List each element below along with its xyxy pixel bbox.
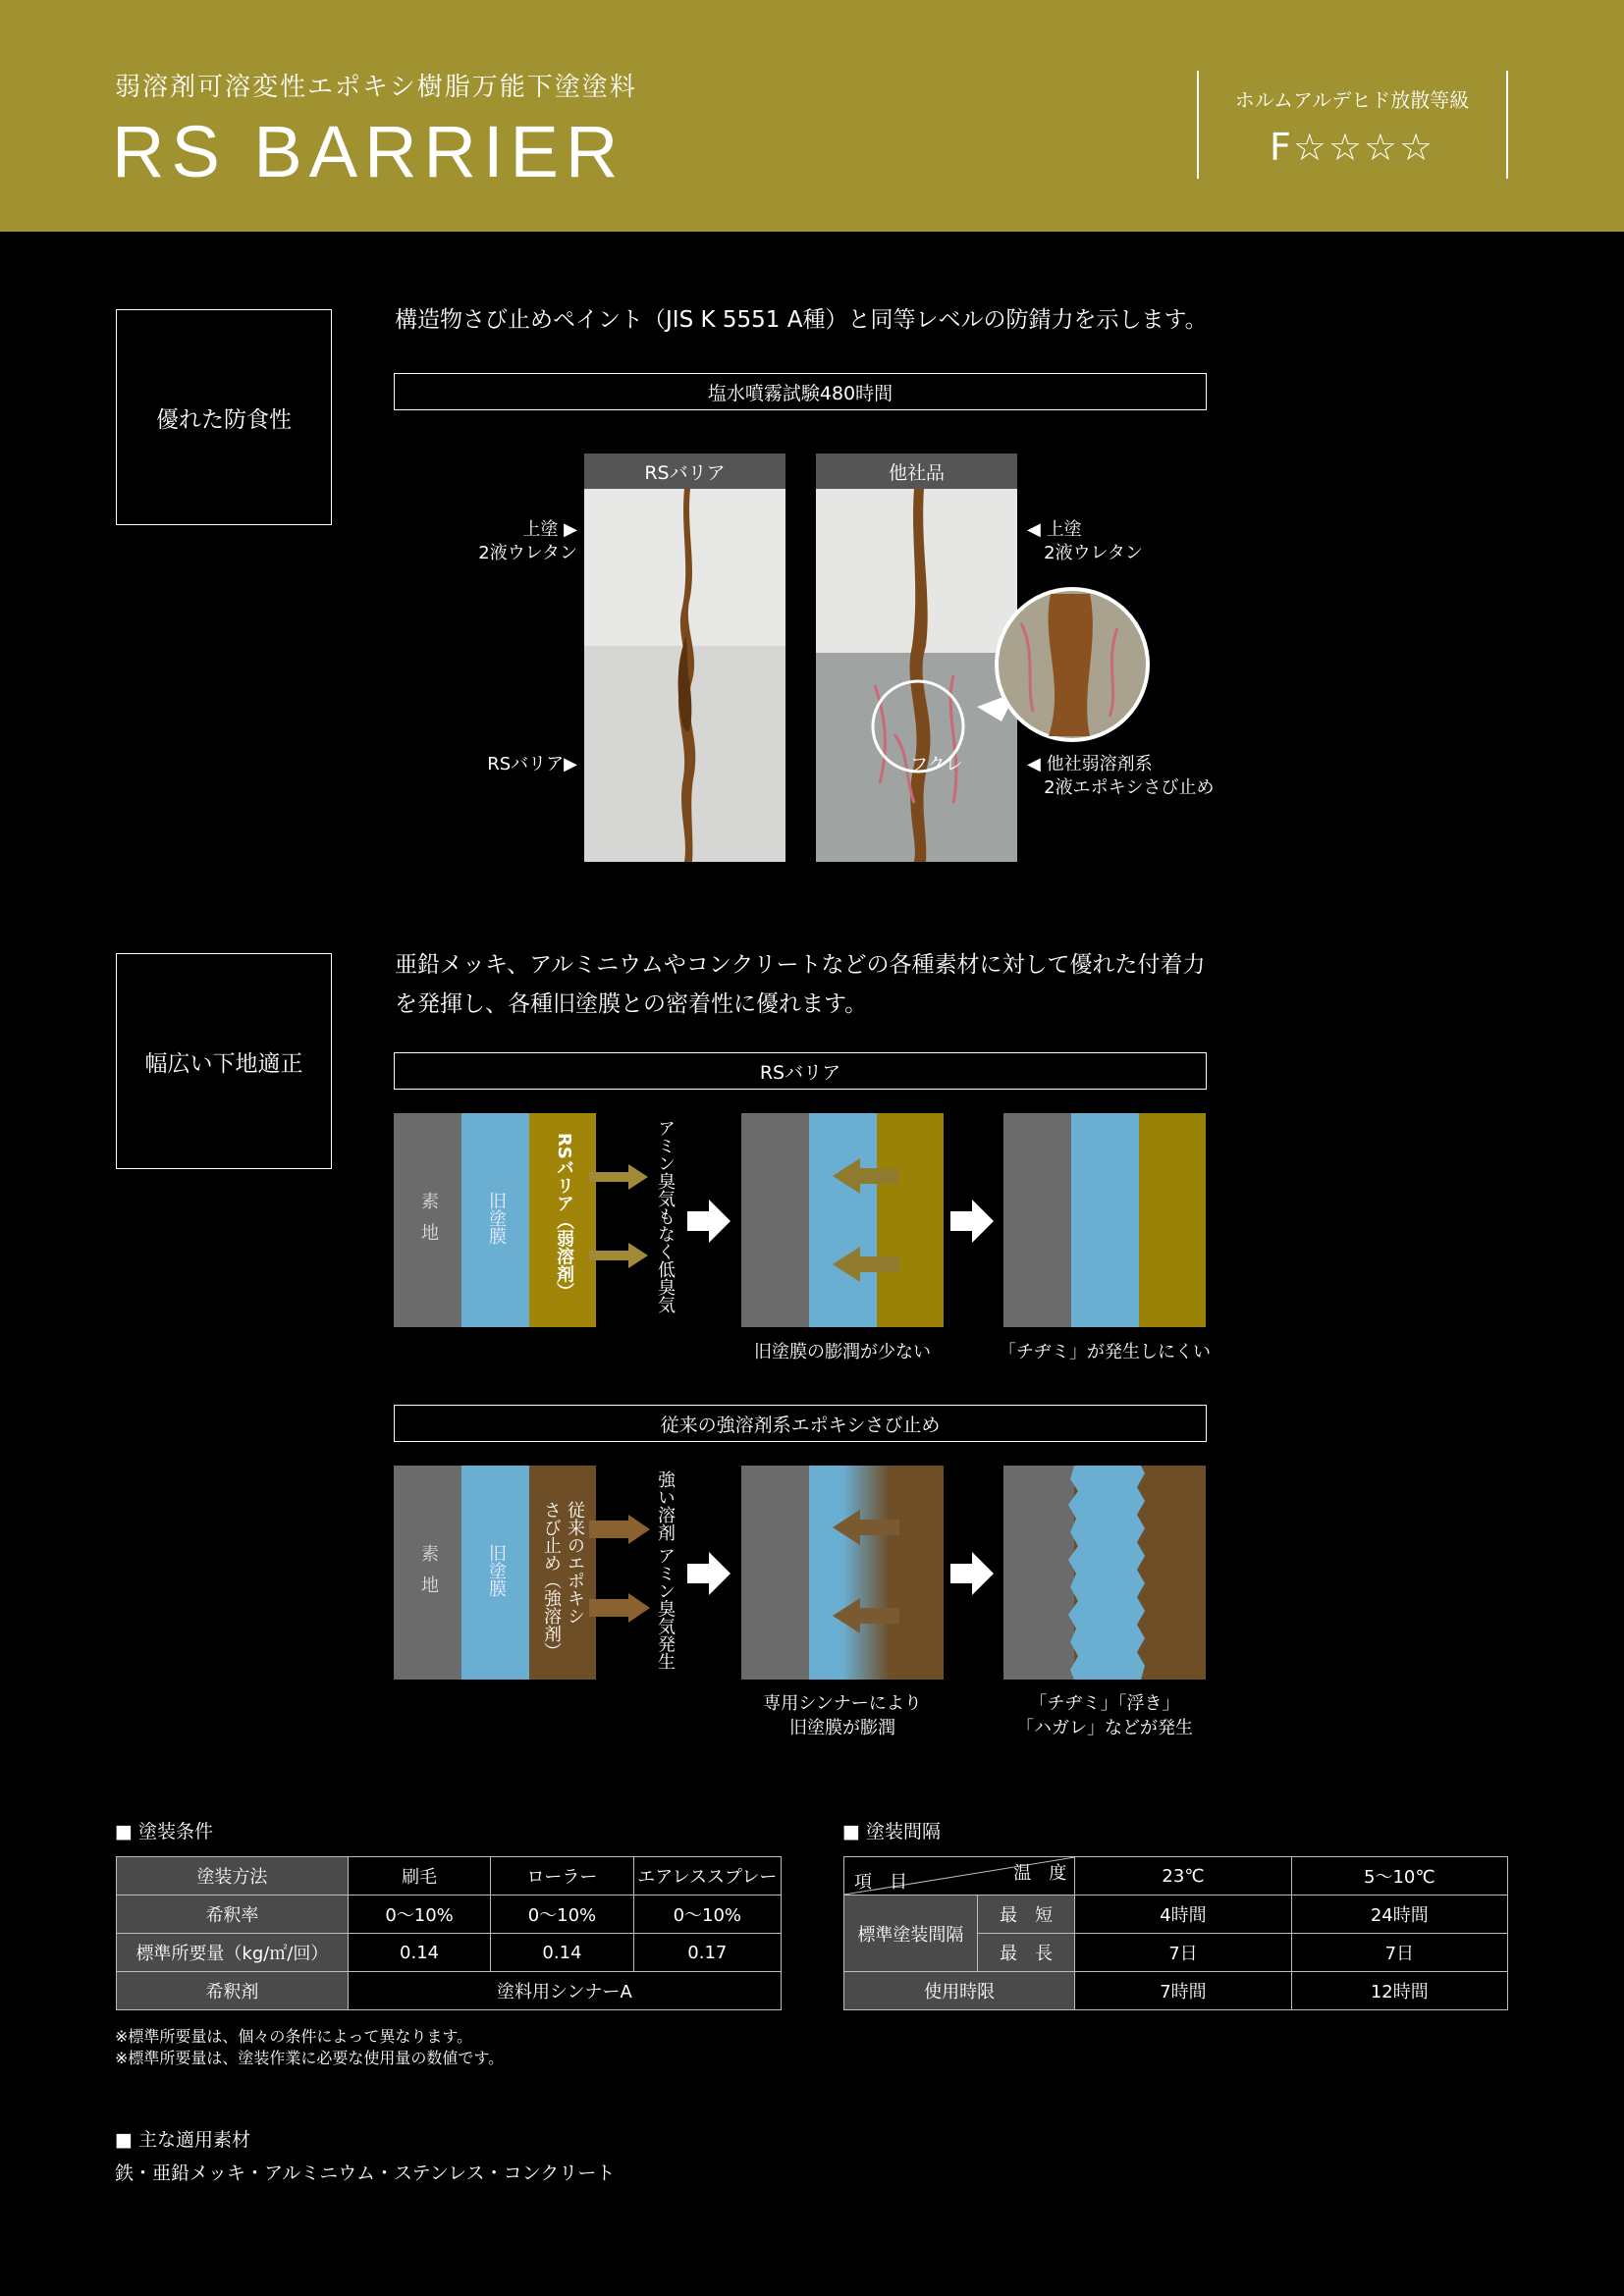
label-topcoat-left: 上塗 ▶ 2液ウレタン (478, 519, 577, 563)
coating-interval-title: ■ 塗装間隔 (842, 1821, 941, 1842)
photo-rs-header: RSバリア (584, 454, 785, 489)
base-layer-label: 素地 (418, 1192, 439, 1255)
conventional-diagram-caption: 従来の強溶剤系エポキシさび止め (394, 1405, 1207, 1442)
photo-rs-panel (584, 489, 785, 862)
label-topcoat-right: ◀ 上塗 2液ウレタン (1027, 519, 1143, 563)
conventional-caption-wrinkle: 「チヂミ」「浮き」 「ハガレ」などが発生 (1016, 1693, 1193, 1738)
conventional-layer-stack (394, 1466, 596, 1680)
arrow-right-icon (687, 1552, 732, 1595)
old-coat-layer-label: 旧塗膜 (486, 1544, 507, 1597)
table-row: 温 度 項 目 23℃ 5〜10℃ (844, 1857, 1508, 1896)
interval-corner-cell: 温 度 項 目 (844, 1857, 1075, 1896)
label-rs-left: RSバリア▶ (487, 754, 577, 774)
table-row: 使用時限 7時間 12時間 (844, 1972, 1508, 2010)
arrow-right-icon (687, 1200, 732, 1243)
coating-interval-table (843, 1856, 1508, 2010)
table-row: 希釈剤 塗料用シンナーA (117, 1972, 782, 2010)
materials-text: 鉄・亜鉛メッキ・アルミニウム・ステンレス・コンクリート (115, 2163, 616, 2184)
conventional-stage2-arrows (833, 1510, 901, 1632)
rs-stage3-stack (1003, 1113, 1206, 1327)
conventional-emission-arrows (589, 1515, 652, 1632)
rs-caption-wrinkle: 「チヂミ」が発生しにくい (999, 1342, 1211, 1362)
old-coat-layer-label: 旧塗膜 (486, 1192, 507, 1245)
table-row: 塗装方法 刷毛 ローラー エアレススプレー (117, 1857, 782, 1896)
product-title: RS BARRIER (112, 111, 625, 192)
materials-title: ■ 主な適用素材 (115, 2129, 250, 2151)
base-layer-label: 素地 (418, 1544, 439, 1607)
rs-layer-stack (394, 1113, 596, 1327)
fukure-label: フクレ (910, 755, 963, 775)
feature-substrate-box (116, 953, 332, 1169)
rs-odor-note: アミン臭気もなく低臭気 (655, 1119, 676, 1313)
rs-layer-label: RSバリア（弱溶剤） (554, 1133, 574, 1301)
feature-corrosion-box (116, 309, 332, 525)
conventional-odor-note: 強い溶剤 アミン臭気発生 (655, 1470, 676, 1671)
table-row: 最 長 7日 7日 (844, 1934, 1508, 1972)
coating-conditions-title: ■ 塗装条件 (115, 1821, 213, 1842)
coating-notes: ※標準所要量は、個々の条件によって異なります。 ※標準所要量は、塗装作業に必要な使用量の数値です。 (115, 2027, 505, 2067)
product-subtitle: 弱溶剤可溶変性エポキシ樹脂万能下塗塗料 (115, 73, 637, 102)
salt-spray-caption: 塩水噴霧試験480時間 (394, 373, 1207, 410)
arrow-right-icon (950, 1200, 996, 1243)
feature-corrosion-label: 優れた防食性 (156, 406, 292, 433)
photo-other-header: 他社品 (816, 454, 1017, 489)
magnifier-callout (943, 584, 1159, 751)
table-row: 標準塗装間隔 最 短 4時間 24時間 (844, 1896, 1508, 1934)
table-row: 希釈率 0〜10% 0〜10% 0〜10% (117, 1896, 782, 1934)
rs-caption-swelling: 旧塗膜の膨潤が少ない (754, 1342, 931, 1362)
rs-stage2-arrows (833, 1158, 901, 1281)
arrow-right-icon (950, 1552, 996, 1595)
table-row: 標準所要量（kg/㎡/回） 0.14 0.14 0.17 (117, 1934, 782, 1972)
feature-corrosion-text: 構造物さび止めペイント（JIS K 5551 A種）と同等レベルの防錆力を示します。 (395, 307, 1208, 333)
rs-diagram-caption: RSバリア (394, 1052, 1207, 1090)
grade-divider-left (1197, 71, 1199, 179)
feature-substrate-text: 亜鉛メッキ、アルミニウムやコンクリートなどの各種素材に対して優れた付着力 を発揮し、各種旧塗膜との密着性に優れます。 (395, 952, 1206, 1017)
formaldehyde-grade-value: F☆☆☆☆ (1269, 126, 1435, 169)
formaldehyde-grade-label: ホルムアルデヒド放散等級 (1234, 88, 1470, 112)
conventional-stage3-wrinkle (1003, 1466, 1206, 1680)
feature-substrate-label: 幅広い下地適正 (144, 1050, 303, 1077)
conventional-caption-swelling: 専用シンナーにより 旧塗膜が膨潤 (763, 1693, 922, 1738)
coating-conditions-table (116, 1856, 782, 2010)
grade-divider-right (1506, 71, 1508, 179)
label-competitor-right: ◀ 他社弱溶剤系 2液エポキシさび止め (1027, 754, 1215, 798)
conventional-layer-label: 従来のエポキシ さび止め（強溶剤） (541, 1501, 585, 1660)
rs-emission-arrows (589, 1162, 650, 1280)
